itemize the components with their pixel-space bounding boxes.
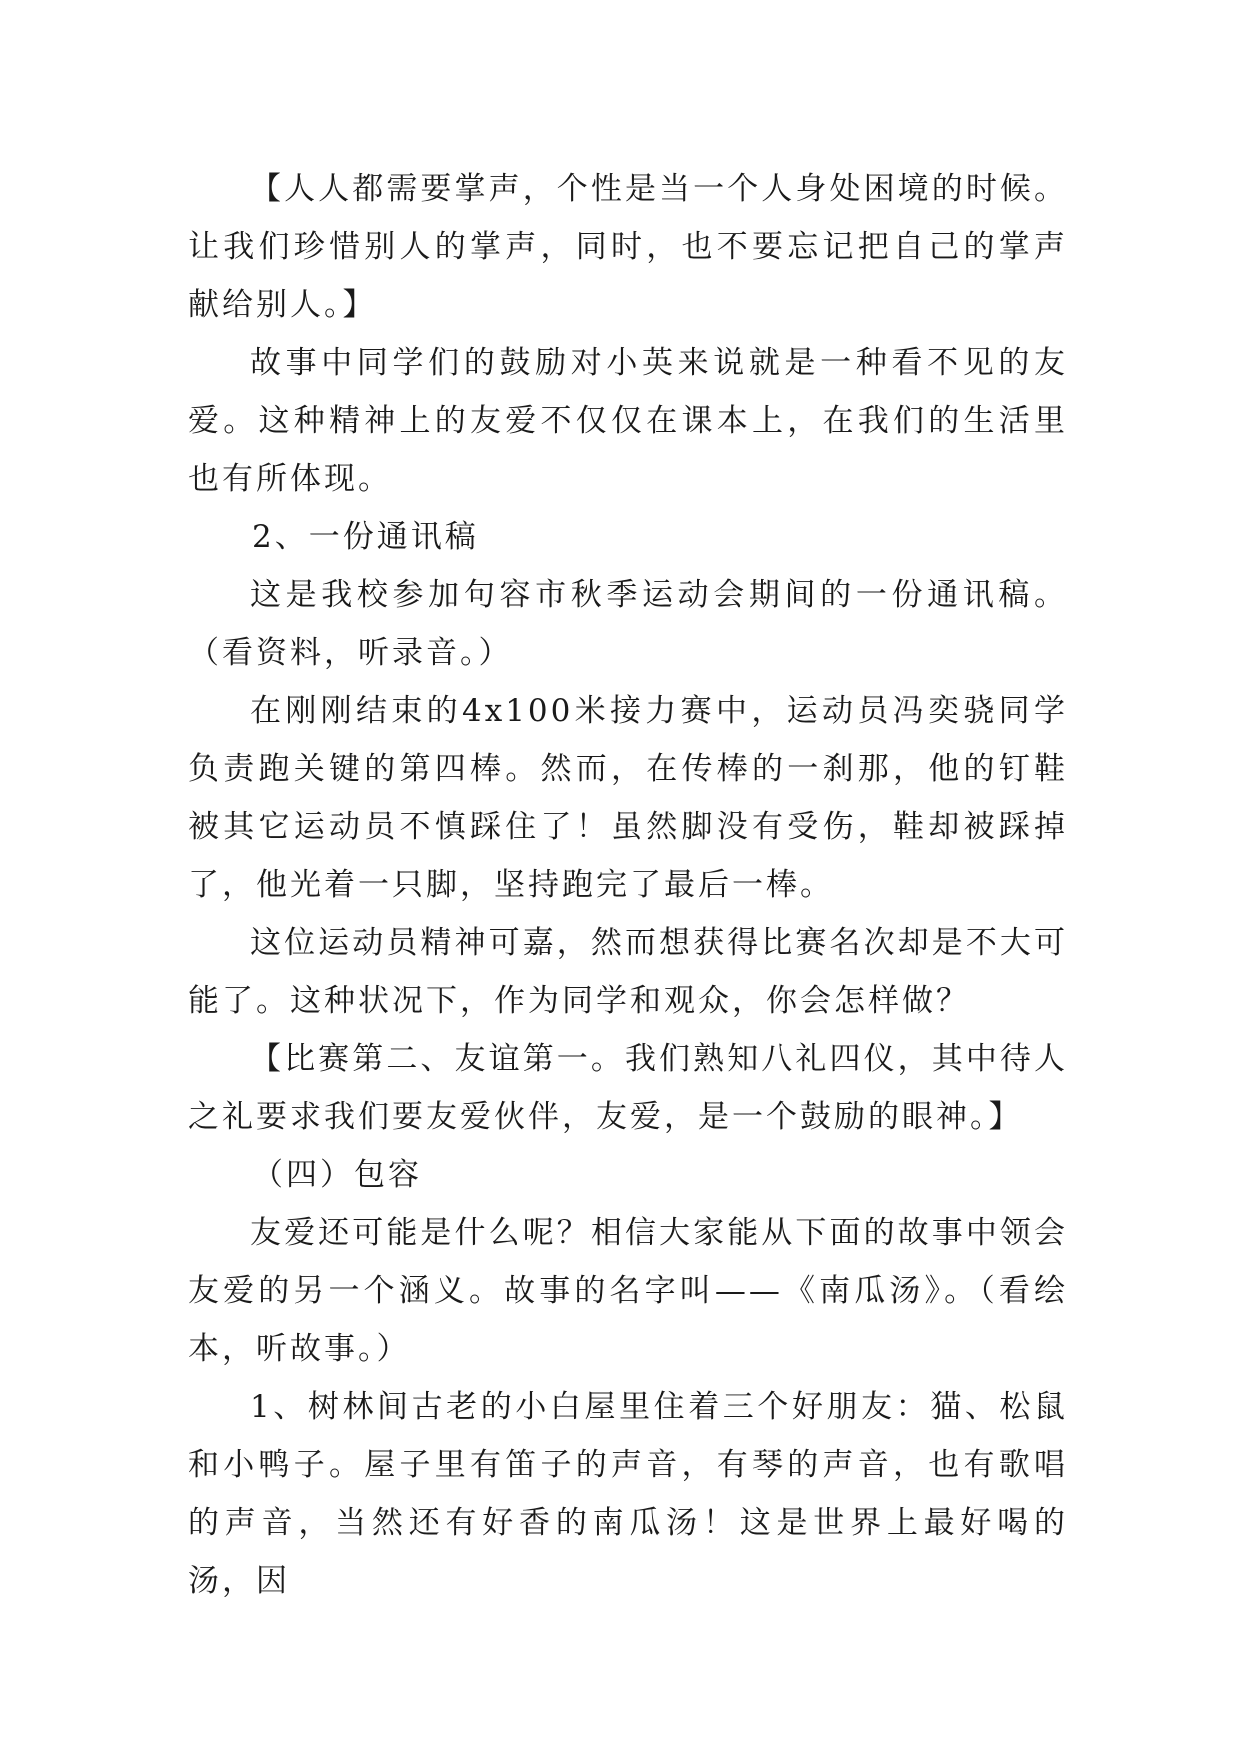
paragraph-pumpkin-soup-story: 1、树林间古老的小白屋里住着三个好朋友：猫、松鼠和小鸭子。屋子里有笛子的声音，有琴的声音，也有歌唱的声音，当然还有好香的南瓜汤！这是世界上最好喝的汤，因 bbox=[188, 1389, 1068, 1599]
paragraph-friendship-summary: 【比赛第二、友谊第一。我们熟知八礼四仪，其中待人之礼要求我们要友爱伙伴，友爱，是一个鼓励的眼神。】 bbox=[188, 1041, 1068, 1135]
paragraph-pumpkin-soup-intro: 友爱还可能是什么呢？相信大家能从下面的故事中领会友爱的另一个涵义。故事的名字叫——《南瓜汤》。（看绘本，听故事。） bbox=[188, 1215, 1068, 1367]
paragraph-news-intro: 这是我校参加句容市秋季运动会期间的一份通讯稿。（看资料，听录音。） bbox=[188, 577, 1068, 671]
section-heading-news-draft: 2、一份通讯稿 bbox=[252, 519, 479, 555]
paragraph-relay-story: 在刚刚结束的4x100米接力赛中，运动员冯奕骁同学负责跑关键的第四棒。然而，在传棒的一刹那，他的钉鞋被其它运动员不慎踩住了！虽然脚没有受伤，鞋却被踩掉了，他光着一只脚，坚持跑完了最后一棒。 bbox=[188, 693, 1068, 903]
paragraph-applause-summary: 【人人都需要掌声，个性是当一个人身处困境的时候。让我们珍惜别人的掌声，同时，也不要忘记把自己的掌声献给别人。】 bbox=[188, 171, 1068, 323]
section-heading-tolerance: （四）包容 bbox=[252, 1157, 422, 1193]
document-body bbox=[188, 160, 1068, 1610]
paragraph-invisible-friendship: 故事中同学们的鼓励对小英来说就是一种看不见的友爱。这种精神上的友爱不仅仅在课本上，在我们的生活里也有所体现。 bbox=[188, 345, 1068, 497]
paragraph-relay-question: 这位运动员精神可嘉，然而想获得比赛名次却是不大可能了。这种状况下，作为同学和观众，你会怎样做？ bbox=[188, 925, 1068, 1019]
